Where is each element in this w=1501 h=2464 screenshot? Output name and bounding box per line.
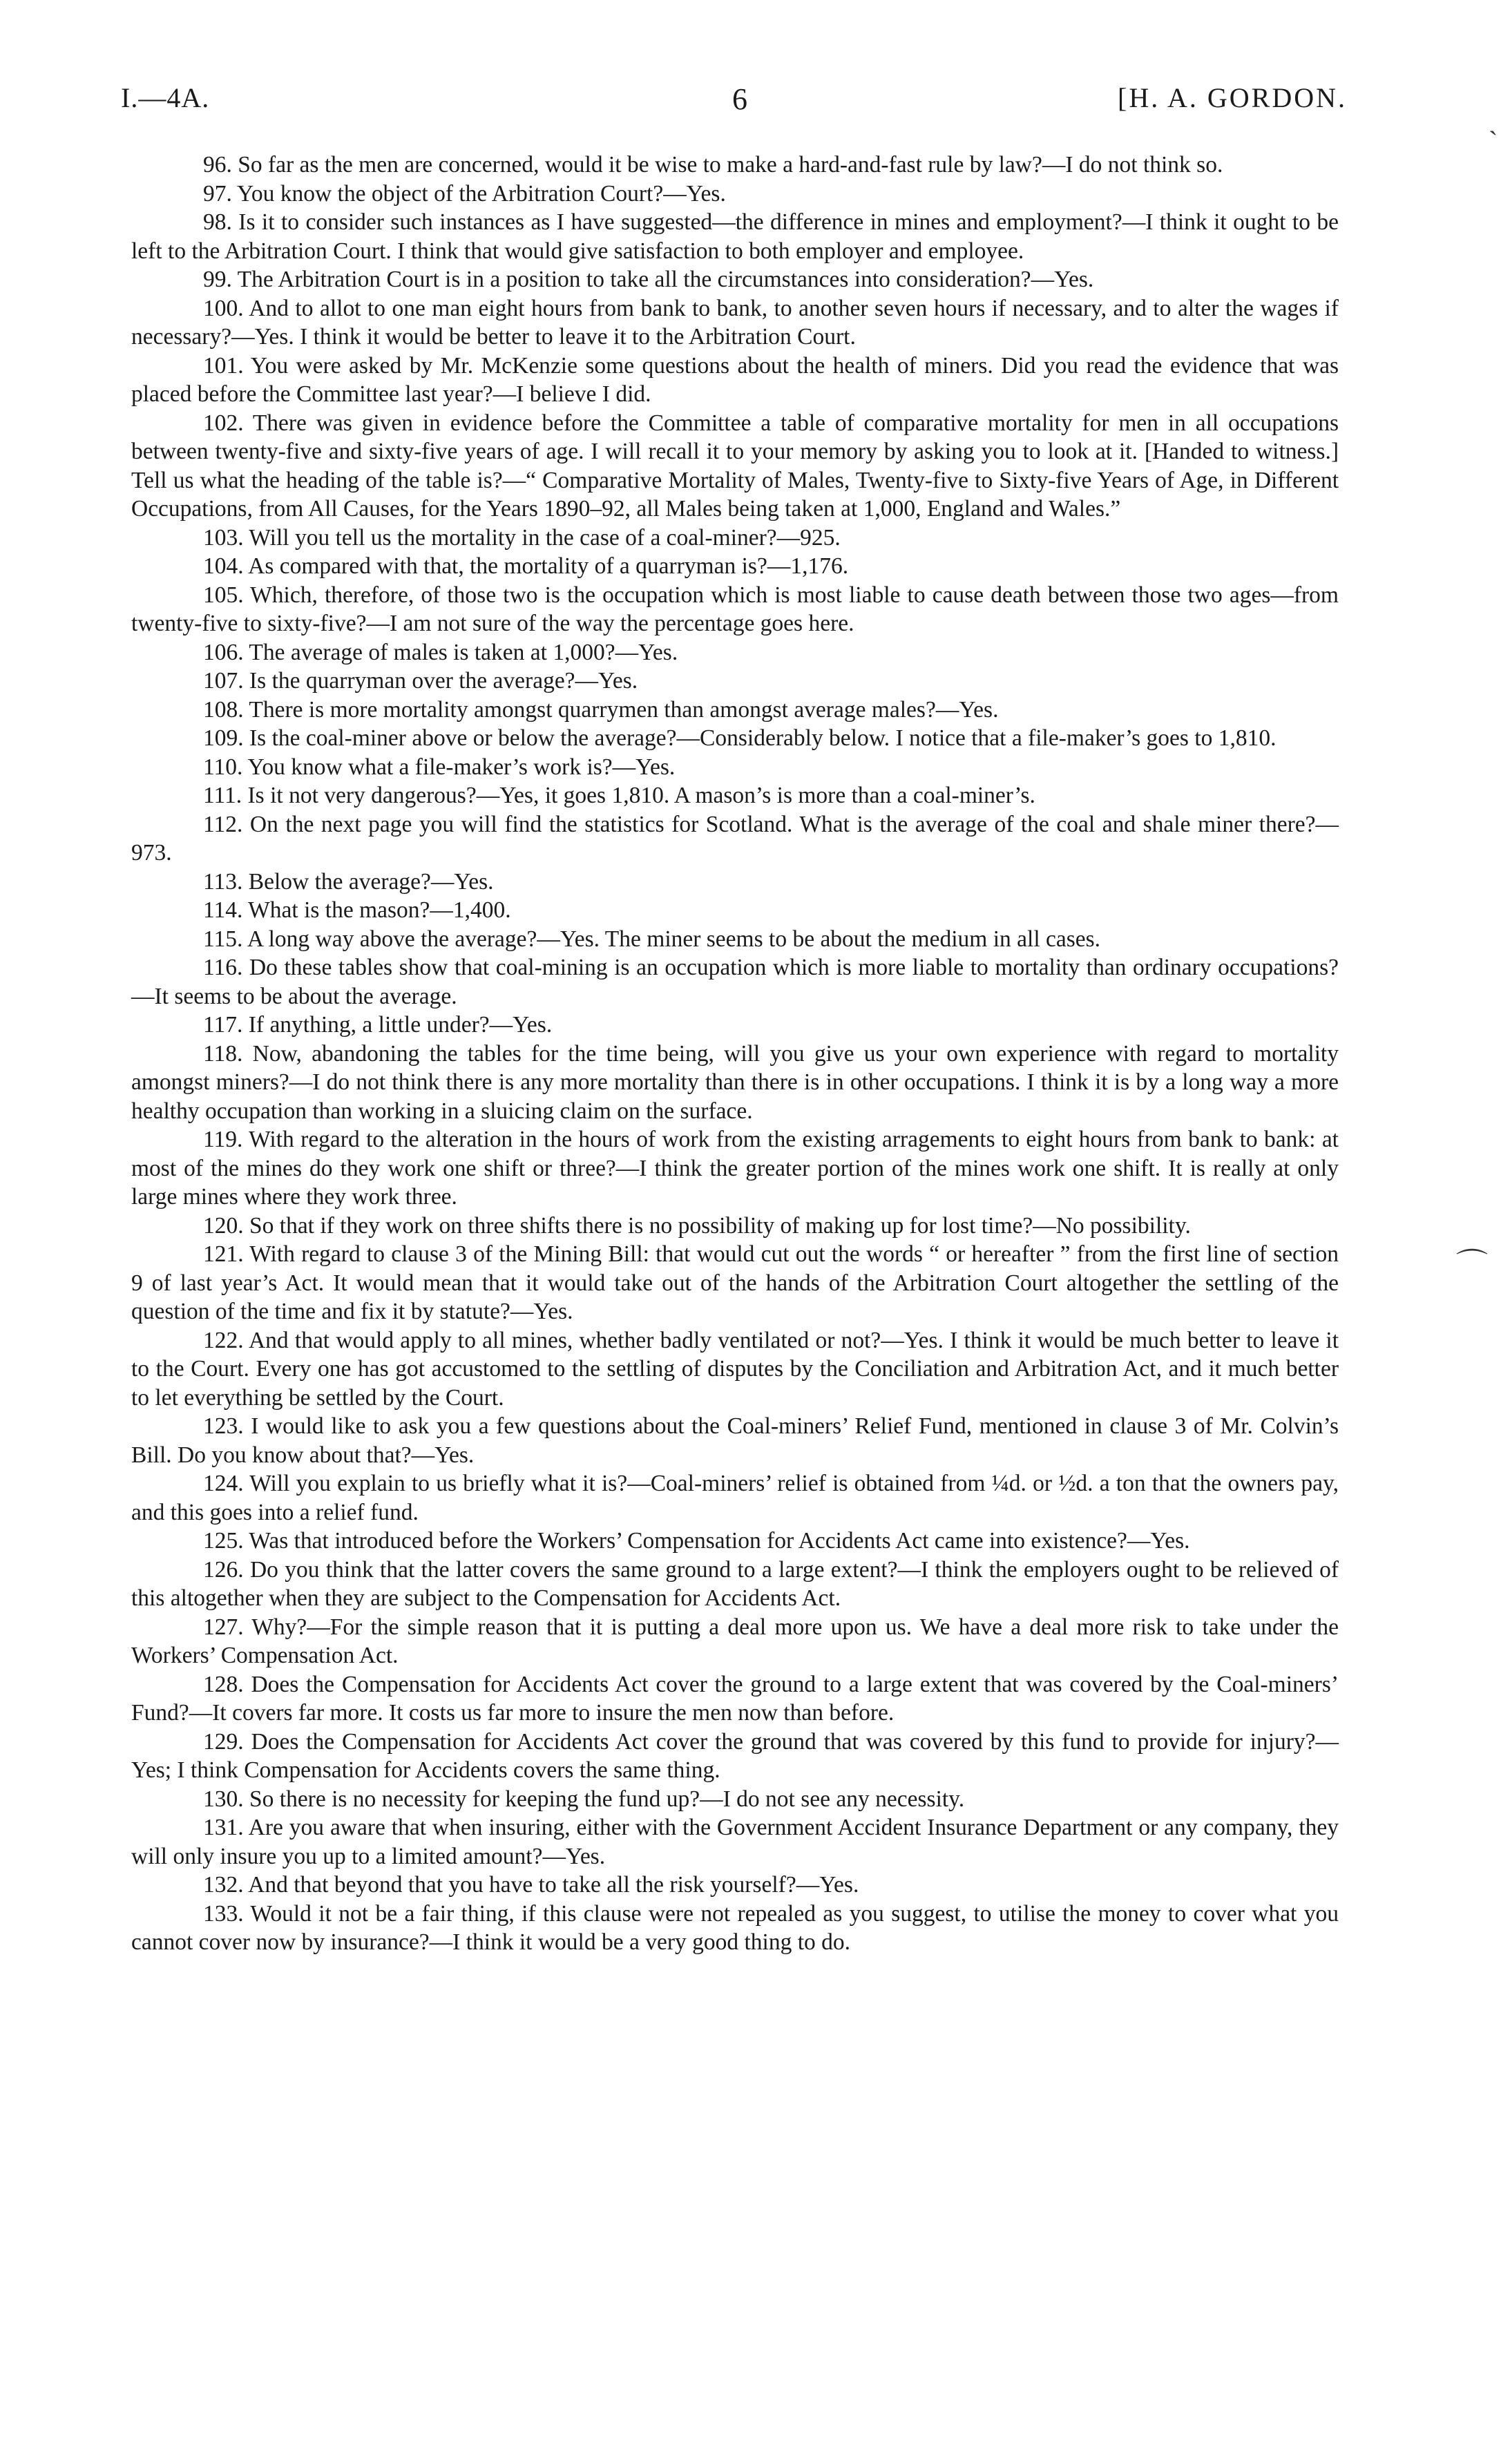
paragraph: 108. There is more mortality amongst quarrymen than amongst average males?—Yes. [203,696,999,723]
paragraph: 130. So there is no necessity for keeping the fund up?—I do not see any necessity. [203,1786,965,1812]
page-header [121,82,1347,123]
paragraph: 119. With regard to the alteration in the hours of work from the existing arragements to eight hours from bank to bank: at most of the mines do they work one shift or three?—I think the greater portion of the mines work one shift. It is really at only large mines where they work three. [131,1127,1339,1210]
paragraph: 101. You were asked by Mr. McKenzie some questions about the health of miners. Did you read the evidence that was placed before the Committee last year?—I believe I did. [131,352,1339,407]
paragraph: 110. You know what a file-maker’s work is?—Yes. [203,754,676,780]
paragraph: 104. As compared with that, the mortality of a quarryman is?—1,176. [203,553,849,579]
witness-name: [H. A. GORDON. [1118,82,1347,113]
paragraph: 111. Is it not very dangerous?—Yes, it goes 1,810. A mason’s is more than a coal-miner’s. [203,783,1035,808]
paragraph: 105. Which, therefore, of those two is the occupation which is most liable to cause death between those two ages—from twenty-five to sixty-five?—I am not sure of the way the percentage goes here. [131,582,1339,636]
paragraph: 103. Will you tell us the mortality in the case of a coal-miner?—925. [203,524,841,551]
paragraph: 127. Why?—For the simple reason that it is putting a deal more upon us. We have a deal more risk to take under the Workers’ Compensation Act. [131,1614,1339,1668]
paragraph: 102. There was given in evidence before the Committee a table of comparative mortality for men in all occupations between twenty-five and sixty-five years of age. I will recall it to your memory by asking you to look at it. [Handed to witness.] Tell us what the heading of the table is?—“ Comparative Mortality of Males, Twenty-five to Sixty-five Years of Age, in Different Occupations, from All Causes, for the Years 1890–92, all Males being taken at 1,000, England and Wales.” [131,410,1339,522]
page-number: 6 [732,82,748,116]
paragraph: 113. Below the average?—Yes. [203,868,494,895]
paragraph: 114. What is the mason?—1,400. [203,897,511,923]
paragraph: 123. I would like to ask you a few questions about the Coal-miners’ Relief Fund, mentioned in clause 3 of Mr. Colvin’s Bill. Do you know about that?—Yes. [131,1413,1339,1468]
paragraph: 133. Would it not be a fair thing, if this clause were not repealed as you suggest, to utilise the money to cover what you cannot cover now by insurance?—I think it would be a very good thing to do. [131,1900,1339,1955]
paragraph: 131. Are you aware that when insuring, either with the Government Accident Insurance Department or any company, they will only insure you up to a limited amount?—Yes. [131,1815,1339,1869]
paragraph: 106. The average of males is taken at 1,000?—Yes. [203,639,678,665]
paragraph: 99. The Arbitration Court is in a position to take all the circumstances into consideration?—Yes. [203,267,1094,292]
paragraph: 117. If anything, a little under?—Yes. [203,1012,553,1038]
paragraph: 128. Does the Compensation for Accidents Act cover the ground to a large extent that was covered by the Coal-miners’ Fund?—It covers far more. It costs us far more to insure the men now than before. [131,1671,1339,1726]
paragraph: 118. Now, abandoning the tables for the time being, will you give us your own experience with regard to mortality amongst miners?—I do not think there is any more mortality than there is in other occupations. I think it is by a long way a more healthy occupation than working in a sluicing claim on the surface. [131,1040,1339,1124]
paragraph: 100. And to allot to one man eight hours from bank to bank, to another seven hours if necessary, and to alter the wages if necessary?—Yes. I think it would be better to leave it to the Arbitration Court. [131,295,1339,350]
paragraph: 120. So that if they work on three shifts there is no possibility of making up for lost time?—No possibility. [203,1212,1191,1239]
paragraph: 107. Is the quarryman over the average?—Yes. [203,668,638,694]
margin-mark: ˎ [1489,104,1498,135]
paragraph: 132. And that beyond that you have to take all the risk yourself?—Yes. [203,1872,859,1898]
paragraph: 98. Is it to consider such instances as I have suggested—the difference in mines and employment?—I think it ought to be left to the Arbitration Court. I think that would give satisfaction to both employer and employee. [131,209,1339,264]
paper-reference: I.—4A. [121,82,210,113]
paragraph: 122. And that would apply to all mines, whether badly ventilated or not?—Yes. I think it would be much better to leave it to the Court. Every one has got accustomed to the settling of disputes by the Conciliation and Arbitration Act, and it much better to let everything be settled by the Court. [131,1327,1339,1411]
paragraph: 121. With regard to clause 3 of the Mining Bill: that would cut out the words “ or hereafter ” from the first line of section 9 of last year’s Act. It would mean that it would take out of the hands of the Arbitration Court altogether the settling of the question of the time and fix it by statute?—Yes. [131,1241,1339,1324]
paragraph: 129. Does the Compensation for Accidents Act cover the ground that was covered by this fund to provide for injury?—Yes; I think Compensation for Accidents covers the same thing. [131,1728,1339,1783]
paragraph: 112. On the next page you will find the statistics for Scotland. What is the average of the coal and shale miner there?—973. [131,811,1339,866]
margin-mark: ⌒ [1456,1248,1488,1283]
paragraph: 116. Do these tables show that coal-mining is an occupation which is more liable to mortality than ordinary occupations?—It seems to be about the average. [131,955,1339,1009]
paragraph: 96. So far as the men are concerned, would it be wise to make a hard-and-fast rule by law?—I do not think so. [203,152,1223,178]
paragraph: 97. You know the object of the Arbitration Court?—Yes. [203,180,726,207]
paragraph: 125. Was that introduced before the Workers’ Compensation for Accidents Act came into existence?—Yes. [203,1528,1190,1554]
paragraph: 124. Will you explain to us briefly what it is?—Coal-miners’ relief is obtained from ¼d. or ½d. a ton that the owners pay, and this goes into a relief fund. [131,1471,1339,1525]
paragraph: 115. A long way above the average?—Yes. The miner seems to be about the medium in all cases. [203,926,1101,952]
paragraph: 109. Is the coal-miner above or below the average?—Considerably below. I notice that a file-maker’s goes to 1,810. [203,725,1277,751]
evidence-text [131,151,1339,1957]
paragraph: 126. Do you think that the latter covers the same ground to a large extent?—I think the employers ought to be relieved of this altogether when they are subject to the Compensation for Accidents Act. [131,1556,1339,1611]
